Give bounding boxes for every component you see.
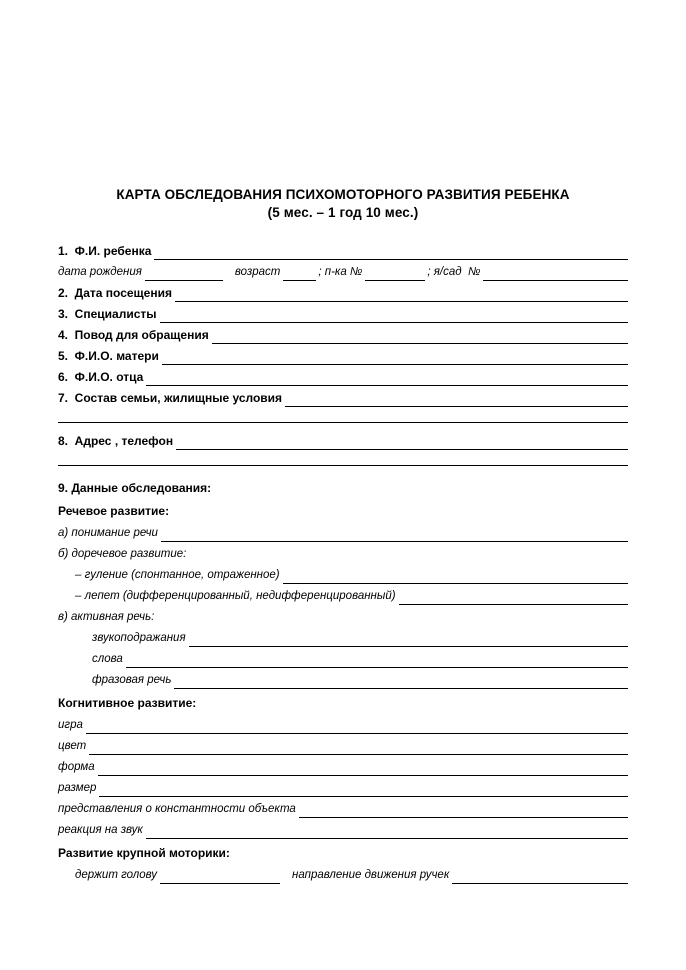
field-family-composition-label: 7. Состав семьи, жилищные условия	[58, 391, 283, 406]
cognitive-item-play-input[interactable]	[86, 720, 628, 734]
cognitive-item-play-label: игра	[58, 719, 83, 732]
cognitive-item-shape-input[interactable]	[98, 762, 628, 776]
field-reason-input[interactable]	[212, 330, 628, 344]
field-age-label: возраст	[234, 266, 281, 279]
cognitive-item-sound-reaction-label: реакция на звук	[58, 824, 143, 837]
field-address-phone-label: 8. Адрес , телефон	[58, 434, 174, 449]
cognitive-item-sound-reaction-input[interactable]	[146, 825, 628, 839]
field-father-name-label: 6. Ф.И.О. отца	[58, 370, 144, 385]
field-father-name-input[interactable]	[146, 372, 628, 386]
section-survey-data-heading: 9. Данные обследования:	[58, 481, 212, 496]
field-visit-date	[58, 283, 628, 302]
speech-item-words-label: слова	[92, 653, 123, 666]
field-specialists-input[interactable]	[160, 309, 629, 323]
field-mother-name-label: 5. Ф.И.О. матери	[58, 349, 159, 364]
speech-item-cooing-input[interactable]	[283, 570, 628, 584]
speech-item-understanding	[58, 523, 628, 542]
title-line-2: (5 мес. – 1 год 10 мес.)	[267, 205, 419, 221]
field-family-composition-input-2[interactable]	[58, 409, 628, 423]
field-kindergarten-input[interactable]	[483, 267, 628, 281]
field-specialists	[58, 304, 628, 323]
field-visit-date-label: 2. Дата посещения	[58, 286, 172, 301]
field-address-phone-input-2[interactable]	[58, 452, 628, 466]
field-child-name-input[interactable]	[154, 246, 628, 260]
field-family-composition	[58, 388, 628, 407]
spacer-2	[58, 468, 628, 474]
speech-item-understanding-input[interactable]	[161, 528, 628, 542]
cognitive-item-shape-label: форма	[58, 761, 95, 774]
cognitive-item-object-constancy	[58, 799, 628, 818]
cognitive-item-object-constancy-input[interactable]	[299, 804, 628, 818]
field-mother-name	[58, 346, 628, 365]
field-child-name	[58, 241, 628, 260]
speech-item-words-input[interactable]	[126, 654, 628, 668]
page-title	[58, 186, 628, 222]
section-cognitive-heading: Когнитивное развитие:	[58, 696, 197, 711]
speech-item-cooing	[58, 565, 628, 584]
field-address-phone-input[interactable]	[176, 436, 628, 450]
section-speech-heading: Речевое развитие:	[58, 504, 170, 519]
cognitive-item-color-label: цвет	[58, 740, 87, 753]
field-birthdate-input[interactable]	[145, 267, 223, 281]
cognitive-item-size-input[interactable]	[99, 783, 628, 797]
cognitive-item-color-input[interactable]	[89, 741, 628, 755]
field-reason-label: 4. Повод для обращения	[58, 328, 209, 343]
section-motor-heading: Развитие крупной моторики:	[58, 846, 230, 861]
cognitive-item-size-label: размер	[58, 782, 97, 795]
field-clinic-label: ; п-ка №	[318, 266, 363, 279]
cognitive-item-shape	[58, 757, 628, 776]
motor-item-head-input[interactable]	[160, 870, 280, 884]
field-mother-name-input[interactable]	[162, 351, 628, 365]
speech-item-active-label: в) активная речь:	[58, 611, 155, 624]
cognitive-item-color	[58, 736, 628, 755]
field-child-name-label: 1. Ф.И. ребенка	[58, 244, 152, 259]
cognitive-item-play	[58, 715, 628, 734]
speech-item-babbling	[58, 586, 628, 605]
field-birthdate-label: дата рождения	[58, 266, 142, 279]
speech-item-phrases-label: фразовая речь	[92, 674, 172, 687]
cognitive-item-sound-reaction	[58, 820, 628, 839]
field-visit-date-input[interactable]	[175, 288, 628, 302]
title-line-1: КАРТА ОБСЛЕДОВАНИЯ ПСИХОМОТОРНОГО РАЗВИТИЯ РЕБЕНКА	[116, 187, 570, 202]
speech-item-words	[58, 649, 628, 668]
field-birth-age-row	[58, 262, 628, 281]
field-reason	[58, 325, 628, 344]
field-age-input[interactable]	[283, 267, 316, 281]
speech-item-onomatopoeia-label: звукоподражания	[92, 632, 186, 645]
speech-item-prespeech	[58, 544, 628, 563]
speech-item-babbling-input[interactable]	[399, 591, 628, 605]
field-clinic-input[interactable]	[365, 267, 425, 281]
cognitive-item-object-constancy-label: представления о константности объекта	[58, 803, 296, 816]
speech-item-babbling-label: – лепет (дифференцированный, недифференцированный)	[75, 590, 396, 603]
cognitive-item-size	[58, 778, 628, 797]
motor-item-arm-direction-input[interactable]	[452, 870, 628, 884]
speech-item-cooing-label: – гуление (спонтанное, отраженное)	[75, 569, 280, 582]
speech-item-understanding-label: а) понимание речи	[58, 527, 158, 540]
field-kindergarten-label: ; я/сад №	[427, 266, 481, 279]
motor-item-row	[58, 865, 628, 884]
motor-item-arm-direction-label: направление движения ручек	[292, 869, 450, 882]
speech-item-phrases	[58, 670, 628, 689]
motor-item-head-label: держит голову	[75, 869, 158, 882]
speech-item-phrases-input[interactable]	[174, 675, 628, 689]
speech-item-active	[58, 607, 628, 626]
field-father-name	[58, 367, 628, 386]
form-body	[58, 241, 628, 884]
speech-item-prespeech-label: б) доречевое развитие:	[58, 548, 187, 561]
field-address-phone	[58, 431, 628, 450]
field-specialists-label: 3. Специалисты	[58, 307, 157, 322]
field-family-composition-input[interactable]	[285, 393, 628, 407]
speech-item-onomatopoeia	[58, 628, 628, 647]
speech-item-onomatopoeia-input[interactable]	[189, 633, 628, 647]
